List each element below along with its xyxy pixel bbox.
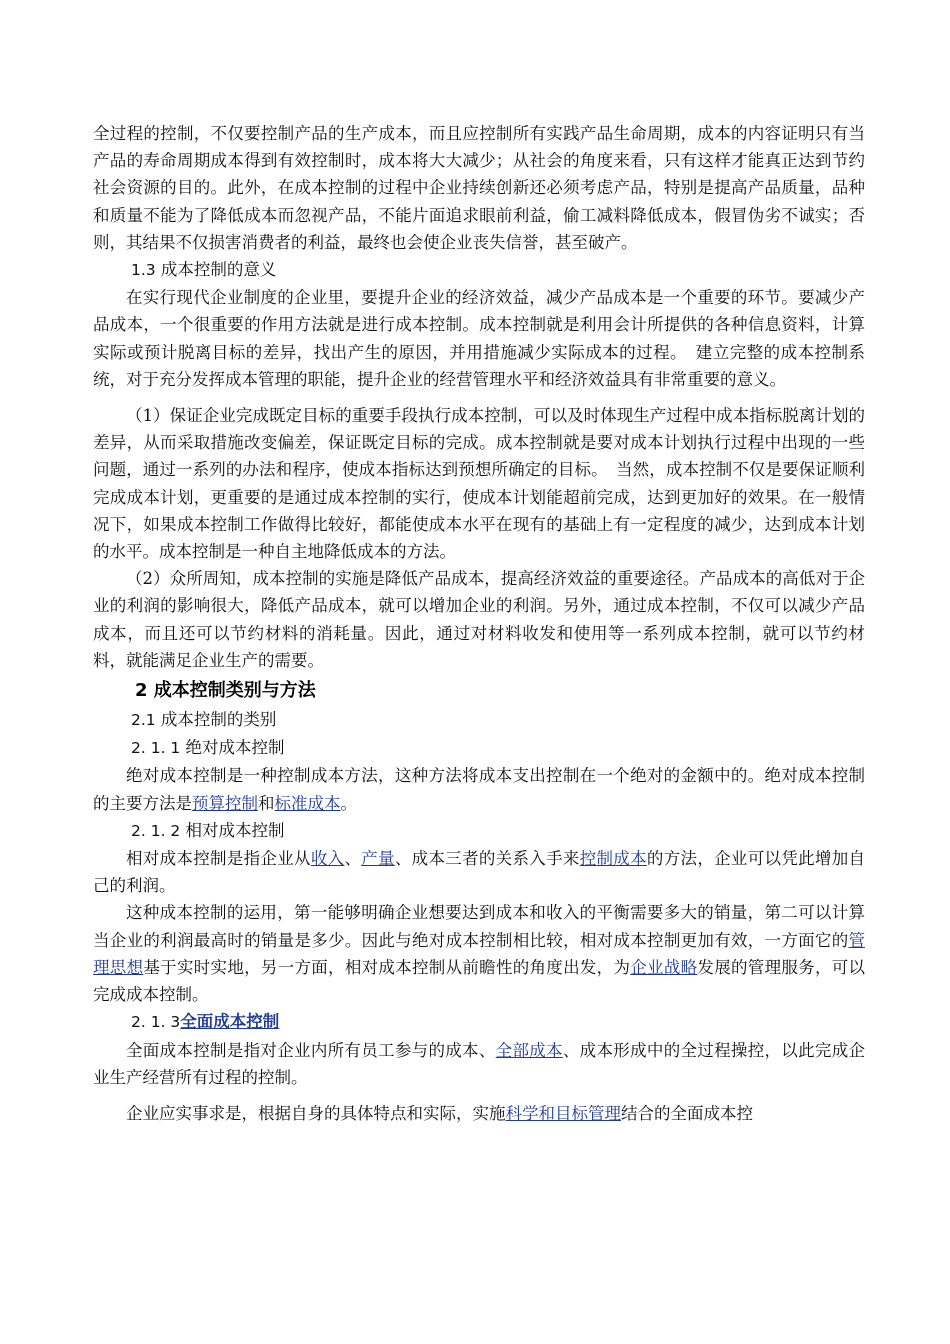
heading-number: 2. 1. 3 xyxy=(131,1013,181,1032)
paragraph-point-2: （2）众所周知，成本控制的实施是降低产品成本，提高经济效益的重要途径。产品成本的高低对于企业的利润的影响很大，降低产品成本，就可以增加企业的利润。另外，通过成本控制，不仅可以减少产品成本，而且还可以节约材料的消耗量。因此，通过对材料收发和使用等一系列成本控制，就可以节约材料，就能满足企业生产的需要。 xyxy=(93,569,865,670)
paragraph-point-1: （1）保证企业完成既定目标的重要手段执行成本控制，可以及时体现生产过程中成本指标脱离计划的差异，从而采取措施改变偏差，保证既定目标的完成。成本控制就是要对成本计划执行过程中出现的一些问题，通过一系列的办法和程序，使成本指标达到预想所确定的目标。 当然，成本控制不仅是要保证顺利完成成本计划，更重要的是通过成本控制的实行，使成本计划能超前完成，达到更加好的效果。在一般情况下，如果成本控制工作做得比较好，都能使成本水平在现有的基础上有一定程度的减少，达到成本计划的水平。成本控制是一种自主地降低成本的方法。 xyxy=(93,406,865,562)
heading-title: 相对成本控制 xyxy=(185,820,285,840)
heading-2-1-3 xyxy=(93,1008,865,1036)
link-output[interactable]: 产量 xyxy=(361,849,395,869)
text-run: 绝对成本控制是一种控制成本方法，这种方法将成本支出控制在一个绝对的金额中的。绝对成本控制的主要方法是 xyxy=(93,766,865,813)
heading-2-1 xyxy=(93,706,865,734)
heading-number: 1.3 xyxy=(131,261,156,280)
heading-title: 绝对成本控制 xyxy=(185,738,285,758)
text-run: 、成本三者的关系入手来 xyxy=(394,849,580,869)
paragraph-relative-cost xyxy=(93,845,865,899)
heading-number: 2.1 xyxy=(131,711,156,730)
paragraph-relative-usage xyxy=(93,899,865,1008)
text-run: 结合的全面成本控 xyxy=(621,1103,753,1123)
heading-number: 2. 1. 2 xyxy=(131,821,181,840)
heading-1-3 xyxy=(93,256,865,284)
link-science-goal-management[interactable]: 科学和目标管理 xyxy=(505,1103,621,1123)
text-run: 企业应实事求是，根据自身的具体特点和实际，实施 xyxy=(126,1103,506,1123)
heading-title: 成本控制的意义 xyxy=(160,260,277,280)
text-run: 相对成本控制是指企业从 xyxy=(126,849,311,869)
link-management-thought[interactable]: 管理思想 xyxy=(93,930,865,977)
text-run: 全面成本控制是指对企业内所有员工参与的成本、 xyxy=(126,1040,496,1060)
link-standard-cost[interactable]: 标准成本 xyxy=(274,793,341,813)
link-total-cost-control[interactable]: 全面成本控制 xyxy=(180,1012,280,1032)
link-control-cost[interactable]: 控制成本 xyxy=(579,849,647,869)
paragraph-significance: 在实行现代企业制度的企业里，要提升企业的经济效益，减少产品成本是一个重要的环节。要减少产品成本，一个很重要的作用方法就是进行成本控制。成本控制就是利用会计所提供的各种信息资料，计算实际或预计脱离目标的差异，找出产生的原因，并用措施减少实际成本的过程。 建立完整的成本控制系统，对于充分发挥成本管理的职能，提升企业的经营管理水平和经济效益具有非常重要的意义。 xyxy=(93,288,865,389)
heading-number: 2. 1. 1 xyxy=(131,739,181,758)
link-full-cost[interactable]: 全部成本 xyxy=(495,1040,563,1060)
heading-2-1-2 xyxy=(93,817,865,845)
paragraph-total-cost xyxy=(93,1037,865,1091)
link-enterprise-strategy[interactable]: 企业战略 xyxy=(630,957,698,977)
text-run: 、成本形成中的全过程操控，以此完成企业生产经营所有过程的控制。 xyxy=(93,1040,866,1087)
text-run: 的方法，企业可以凭此增加自己的利润。 xyxy=(93,849,866,896)
heading-2-1-1 xyxy=(93,734,865,762)
text-run: 基于实时实地，另一方面，相对成本控制从前瞻性的角度出发，为 xyxy=(143,957,631,977)
paragraph-lifecycle: 全过程的控制，不仅要控制产品的生产成本，而且应控制所有实践产品生命周期，成本的内容证明只有当产品的寿命周期成本得到有效控制时，成本将大大减少；从社会的角度来看，只有这样才能真正达到节约社会资源的目的。此外，在成本控制的过程中企业持续创新还必须考虑产品，特别是提高产品质量，品种和质量不能为了降低成本而忽视产品，不能片面追求眼前利益，偷工减料降低成本，假冒伪劣不诚实；否则，其结果不仅损害消费者的利益，最终也会使企业丧失信誉，甚至破产。 xyxy=(93,124,865,252)
paragraph-absolute-cost xyxy=(93,762,865,816)
heading-title: 成本控制的类别 xyxy=(160,710,277,730)
paragraph-enterprise-practice xyxy=(93,1100,865,1127)
text-run: 发展的管理服务，可以完成成本控制。 xyxy=(93,957,866,1005)
document-page xyxy=(93,120,865,1127)
link-revenue[interactable]: 收入 xyxy=(310,849,345,869)
text-run: 、 xyxy=(344,849,362,869)
heading-2: 2 成本控制类别与方法 xyxy=(135,680,316,702)
text-run: 这种成本控制的运用，第一能够明确企业想要达到成本和收入的平衡需要多大的销量，第二可以计算当企业的利润最高时的销量是多少。因此与绝对成本控制相比较，相对成本控制更加有效，一方面它的 xyxy=(93,903,865,950)
text-run: 和 xyxy=(258,793,275,813)
link-budget-control[interactable]: 预算控制 xyxy=(192,793,258,813)
text-run: 。 xyxy=(340,793,357,813)
